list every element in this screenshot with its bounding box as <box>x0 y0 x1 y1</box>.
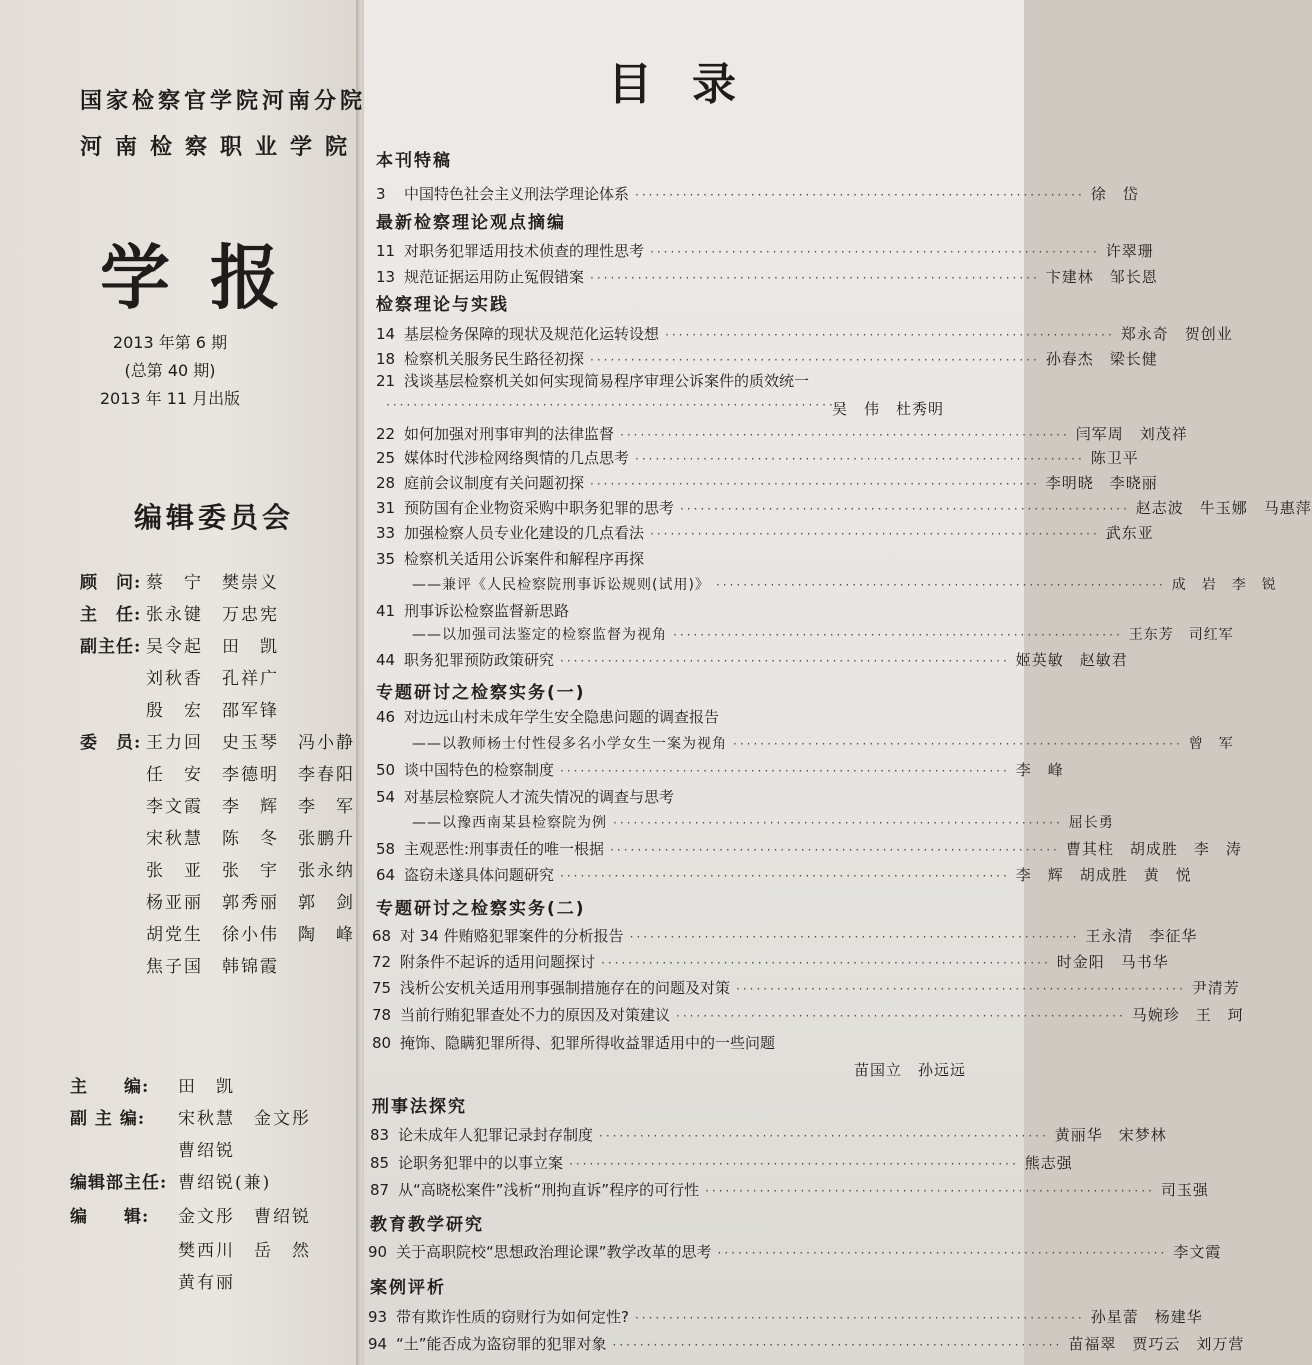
committee-title: 编辑委员会 <box>134 501 295 534</box>
committee-row: 顾 问: 蔡 宁 樊崇义 <box>80 573 279 593</box>
toc-entry[interactable]: 87 从“高晓松案件”浅析“刑拘直诉”程序的可行性 ·································································· 司玉强 <box>370 1181 1209 1199</box>
editor-row: 曹绍锐 <box>178 1141 235 1161</box>
publish-date: 2013 年 11 月出版 <box>99 389 241 408</box>
institution-name-1: 国家检察官学院河南分院 <box>80 88 367 114</box>
committee-row: 任 安 李德明 李春阳 <box>146 765 355 785</box>
toc-entry[interactable]: 85 论职务犯罪中的以事立案 ·································································· 熊志强 <box>370 1154 1073 1172</box>
toc-entry[interactable]: 93 带有欺诈性质的窃财行为如何定性? ·································································· 孙星蕾 杨建华 <box>368 1308 1203 1326</box>
institution-name-2: 河南检察职业学院 <box>80 134 361 160</box>
toc-entry[interactable]: 33 加强检察人员专业化建设的几点看法 ·································································· 武东亚 <box>376 524 1154 542</box>
editor-row: 主 编: 田 凯 <box>70 1077 235 1097</box>
toc-entry[interactable]: 68 对 34 件贿赂犯罪案件的分析报告 ·································································· 王永清 李征华 <box>372 927 1198 945</box>
toc-entry[interactable]: 90 关于高职院校“思想政治理论课”教学改革的思考 ·································································· 李文霞 <box>368 1243 1222 1261</box>
committee-row: 杨亚丽 郭秀丽 郭 剑 <box>146 893 355 913</box>
toc-entry-subtitle: ——以豫西南某县检察院为例 ·································································· 屈长勇 <box>412 815 1114 831</box>
toc-entry[interactable]: 11 对职务犯罪适用技术侦查的理性思考 ·································································· 许翠珊 <box>376 242 1154 260</box>
toc-entry[interactable]: 21 浅谈基层检察机关如何实现简易程序审理公诉案件的质效统一 <box>376 372 810 390</box>
committee-row: 主 任: 张永键 万忠宪 <box>80 605 279 625</box>
editor-row: 副 主 编: 宋秋慧 金文彤 <box>70 1109 311 1129</box>
toc-entry[interactable]: 31 预防国有企业物资采购中职务犯罪的思考 ·································································· 赵志波 牛玉娜 马惠萍 <box>376 499 1312 517</box>
toc-entry[interactable]: 94 “土”能否成为盗窃罪的犯罪对象 ·································································· 苗福翠 贾巧云 刘万营 <box>368 1335 1245 1353</box>
toc-entry[interactable]: 83 论未成年人犯罪记录封存制度 ·································································· 黄丽华 宋梦林 <box>370 1126 1167 1144</box>
toc-entry[interactable]: 78 当前行贿犯罪查处不力的原因及对策建议 ·································································· 马婉珍 王 珂 <box>372 1006 1244 1024</box>
section-heading: 刑事法探究 <box>372 1097 467 1117</box>
toc-entry-subtitle: ——以加强司法鉴定的检察监督为视角 ·································································· 王东芳 司红军 <box>412 627 1234 643</box>
toc-entry[interactable]: 75 浅析公安机关适用刑事强制措施存在的问题及对策 ·································································· 尹清芳 <box>372 979 1240 997</box>
toc-entry[interactable]: 72 附条件不起诉的适用问题探讨 ·································································· 时金阳 马书华 <box>372 953 1169 971</box>
committee-row: 宋秋慧 陈 冬 张鹏升 <box>146 829 355 849</box>
editor-row: 樊西川 岳 然 <box>178 1241 311 1261</box>
toc-entry[interactable]: 35 检察机关适用公诉案件和解程序再探 <box>376 550 645 568</box>
toc-entry[interactable]: 13 规范证据运用防止冤假错案 ·································································· 卞建林 邹长恩 <box>376 268 1158 286</box>
section-heading: 检察理论与实践 <box>376 295 509 315</box>
toc-entry[interactable]: 41 刑事诉讼检察监督新思路 <box>376 602 570 620</box>
committee-row: 李文霞 李 辉 李 军 <box>146 797 355 817</box>
editor-row: 编 辑: 金文彤 曹绍锐 <box>70 1207 311 1227</box>
section-heading: 最新检察理论观点摘编 <box>376 213 566 233</box>
section-heading: 本刊特稿 <box>376 151 452 171</box>
toc-entry[interactable]: 44 职务犯罪预防政策研究 ·································································· 姬英敏 赵敏君 <box>376 651 1128 669</box>
committee-row: 张 亚 张 宇 张永纳 <box>146 861 355 881</box>
toc-entry-authors: 吴 伟 杜秀明 <box>831 400 944 418</box>
toc-entry[interactable]: 28 庭前会议制度有关问题初探 ·································································· 李明晓 李晓丽 <box>376 474 1158 492</box>
total-issue: (总第 40 期) <box>124 361 216 380</box>
toc-title: 目录 <box>608 59 776 110</box>
toc-entry[interactable]: 22 如何加强对刑事审判的法律监督 ·································································· 闫军周 刘茂祥 <box>376 425 1188 443</box>
committee-row: 副主任: 吴令起 田 凯 <box>80 637 279 657</box>
toc-entry[interactable]: 14 基层检务保障的现状及规范化运转设想 ·································································· 郑永奇 贺创业 <box>376 325 1233 343</box>
committee-row: 胡党生 徐小伟 陶 峰 <box>146 925 355 945</box>
toc-entry[interactable]: 54 对基层检察院人才流失情况的调查与思考 <box>376 788 675 806</box>
toc-entry[interactable]: 25 媒体时代涉检网络舆情的几点思考 ·································································· 陈卫平 <box>376 449 1139 467</box>
committee-row: 焦子国 韩锦霞 <box>146 957 279 977</box>
committee-row: 刘秋香 孔祥广 <box>146 669 279 689</box>
toc-entry[interactable]: 80 掩饰、隐瞒犯罪所得、犯罪所得收益罪适用中的一些问题 <box>372 1034 776 1052</box>
section-heading: 案例评析 <box>370 1278 446 1298</box>
toc-entry[interactable]: 58 主观恶性:刑事责任的唯一根据 ·································································· 曹其柱 胡成胜 李 涛 <box>376 840 1242 858</box>
toc-entry[interactable]: 50 谈中国特色的检察制度 ·································································· 李 峰 <box>376 761 1064 779</box>
toc-entry[interactable]: 3 中国特色社会主义刑法学理论体系 ·································································· 徐 岱 <box>376 185 1139 203</box>
toc-entry-subtitle: ——兼评《人民检察院刑事诉讼规则(试用)》 ·································································· 成 岩 李 锐 <box>412 577 1277 593</box>
toc-entry[interactable]: 18 检察机关服务民生路径初探 ·································································· 孙春杰 梁长健 <box>376 350 1158 368</box>
committee-row: 殷 宏 邵军锋 <box>146 701 279 721</box>
journal-title: 学报 <box>100 236 320 319</box>
toc-entry[interactable]: 64 盗窃未遂具体问题研究 ·································································· 李 辉 胡成胜 黄 悦 <box>376 866 1192 884</box>
leader-dots: ···································································· <box>386 398 850 412</box>
editor-row: 编辑部主任: 曹绍锐(兼) <box>70 1173 272 1193</box>
section-heading: 专题研讨之检察实务(一) <box>376 683 586 703</box>
toc-entry-subtitle: ——以教师杨士付性侵多名小学女生一案为视角 ·································································· 曾 军 <box>412 736 1234 752</box>
issue-number: 2013 年第 6 期 <box>112 333 228 352</box>
committee-row: 委 员: 王力回 史玉琴 冯小静 <box>80 733 355 753</box>
editor-row: 黄有丽 <box>178 1273 235 1293</box>
toc-entry-authors: 苗国立 孙远远 <box>853 1061 966 1079</box>
section-heading: 教育教学研究 <box>370 1215 484 1235</box>
toc-entry[interactable]: 46 对边远山村未成年学生安全隐患问题的调查报告 <box>376 708 720 726</box>
section-heading: 专题研讨之检察实务(二) <box>376 899 586 919</box>
